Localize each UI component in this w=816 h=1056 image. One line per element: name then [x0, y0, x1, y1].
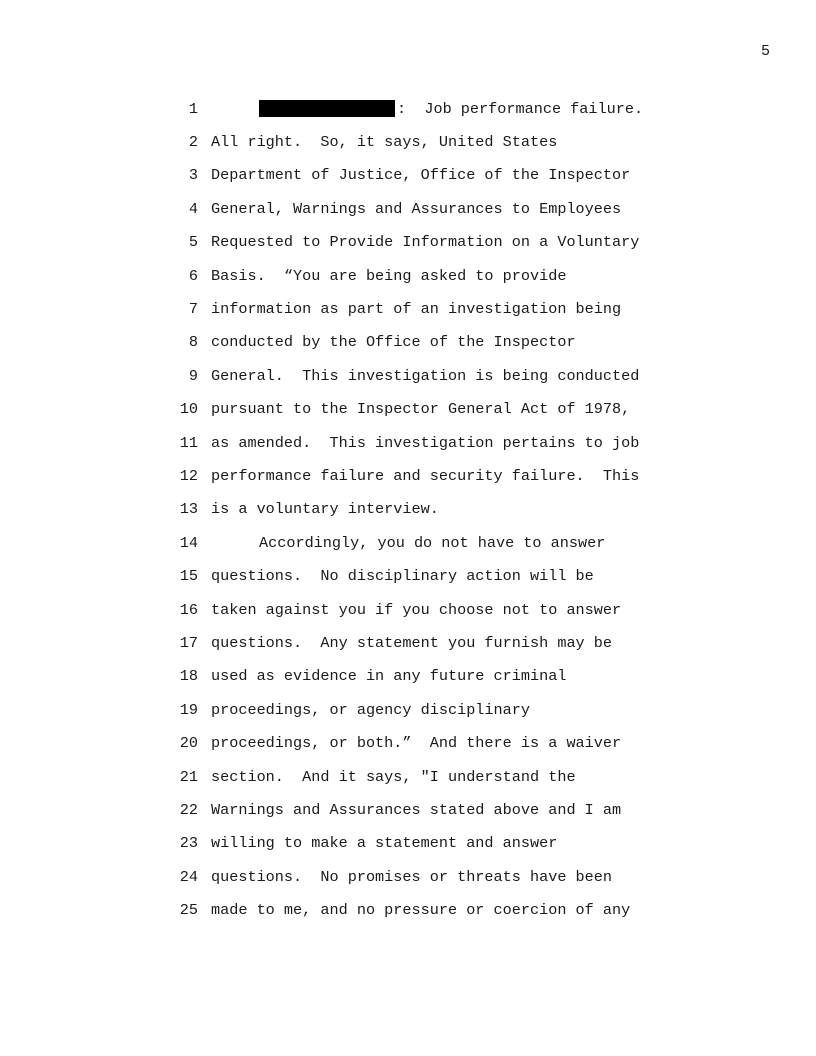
- line-number: 14: [179, 533, 198, 552]
- transcript-line-20: [150, 726, 710, 759]
- line-number: 1: [188, 99, 198, 118]
- line-number: 9: [188, 366, 198, 385]
- transcript-line-2: [150, 125, 710, 158]
- line-number: 12: [179, 466, 198, 485]
- line-text-container: [211, 534, 605, 552]
- line-number: 8: [188, 333, 198, 352]
- transcript-line-1: [150, 92, 710, 125]
- line-number: 5: [188, 233, 198, 252]
- line-number: 6: [188, 266, 198, 285]
- redaction-block: [259, 100, 395, 117]
- transcript-line-23: [150, 827, 710, 860]
- line-text: information as part of an investigation being: [211, 300, 622, 319]
- transcript-line-7: [150, 292, 710, 325]
- transcript-body: [150, 92, 710, 927]
- transcript-line-24: [150, 860, 710, 893]
- line-text: used as evidence in any future criminal: [211, 667, 567, 686]
- transcript-line-22: [150, 793, 710, 826]
- transcript-line-18: [150, 660, 710, 693]
- line-text: questions. Any statement you furnish may be: [211, 633, 613, 652]
- line-number: 18: [179, 667, 198, 686]
- line-text: section. And it says, "I understand the: [211, 767, 576, 786]
- line-number: 11: [179, 433, 198, 452]
- line-number: 16: [179, 600, 198, 619]
- transcript-line-21: [150, 760, 710, 793]
- line-number: 21: [179, 767, 198, 786]
- line-text: proceedings, or agency disciplinary: [211, 700, 530, 719]
- line-text: Accordingly, you do not have to answer: [259, 533, 606, 552]
- line-text: All right. So, it says, United States: [211, 133, 558, 152]
- line-text: willing to make a statement and answer: [211, 834, 558, 853]
- transcript-line-4: [150, 192, 710, 225]
- transcript-line-14: [150, 526, 710, 559]
- line-text: Warnings and Assurances stated above and I am: [211, 800, 622, 819]
- line-text: proceedings, or both.” And there is a waiver: [211, 734, 622, 753]
- line-number: 7: [188, 300, 198, 319]
- line-text-container: [211, 100, 643, 118]
- line-number: 3: [188, 166, 198, 185]
- transcript-line-3: [150, 159, 710, 192]
- line-text: Basis. “You are being asked to provide: [211, 266, 567, 285]
- line-number: 20: [179, 734, 198, 753]
- line-number: 4: [188, 199, 198, 218]
- line-text: : Job performance failure.: [397, 99, 644, 118]
- transcript-line-15: [150, 559, 710, 592]
- line-text: is a voluntary interview.: [211, 500, 439, 519]
- line-text: made to me, and no pressure or coercion of any: [211, 901, 631, 920]
- line-text: questions. No disciplinary action will be: [211, 567, 594, 586]
- line-text: General, Warnings and Assurances to Employees: [211, 199, 622, 218]
- line-number: 2: [188, 133, 198, 152]
- line-text: Requested to Provide Information on a Voluntary: [211, 233, 640, 252]
- transcript-line-13: [150, 493, 710, 526]
- line-text: performance failure and security failure. This: [211, 466, 640, 485]
- transcript-line-8: [150, 326, 710, 359]
- line-number: 15: [179, 567, 198, 586]
- line-text: taken against you if you choose not to answer: [211, 600, 622, 619]
- line-text: conducted by the Office of the Inspector: [211, 333, 576, 352]
- line-text: questions. No promises or threats have been: [211, 867, 613, 886]
- line-number: 13: [179, 500, 198, 519]
- line-number: 19: [179, 700, 198, 719]
- transcript-line-10: [150, 393, 710, 426]
- page-number: 5: [760, 43, 770, 60]
- line-number: 24: [179, 867, 198, 886]
- line-text: Department of Justice, Office of the Inspector: [211, 166, 631, 185]
- transcript-line-19: [150, 693, 710, 726]
- transcript-line-6: [150, 259, 710, 292]
- transcript-line-17: [150, 626, 710, 659]
- transcript-line-5: [150, 226, 710, 259]
- line-number: 25: [179, 901, 198, 920]
- line-text: General. This investigation is being conducted: [211, 366, 640, 385]
- line-number: 10: [179, 400, 198, 419]
- transcript-line-9: [150, 359, 710, 392]
- transcript-line-25: [150, 893, 710, 926]
- line-number: 17: [179, 633, 198, 652]
- line-text: pursuant to the Inspector General Act of 1978,: [211, 400, 631, 419]
- transcript-line-12: [150, 459, 710, 492]
- transcript-line-16: [150, 593, 710, 626]
- transcript-line-11: [150, 426, 710, 459]
- line-text: as amended. This investigation pertains to job: [211, 433, 640, 452]
- line-number: 23: [179, 834, 198, 853]
- line-number: 22: [179, 800, 198, 819]
